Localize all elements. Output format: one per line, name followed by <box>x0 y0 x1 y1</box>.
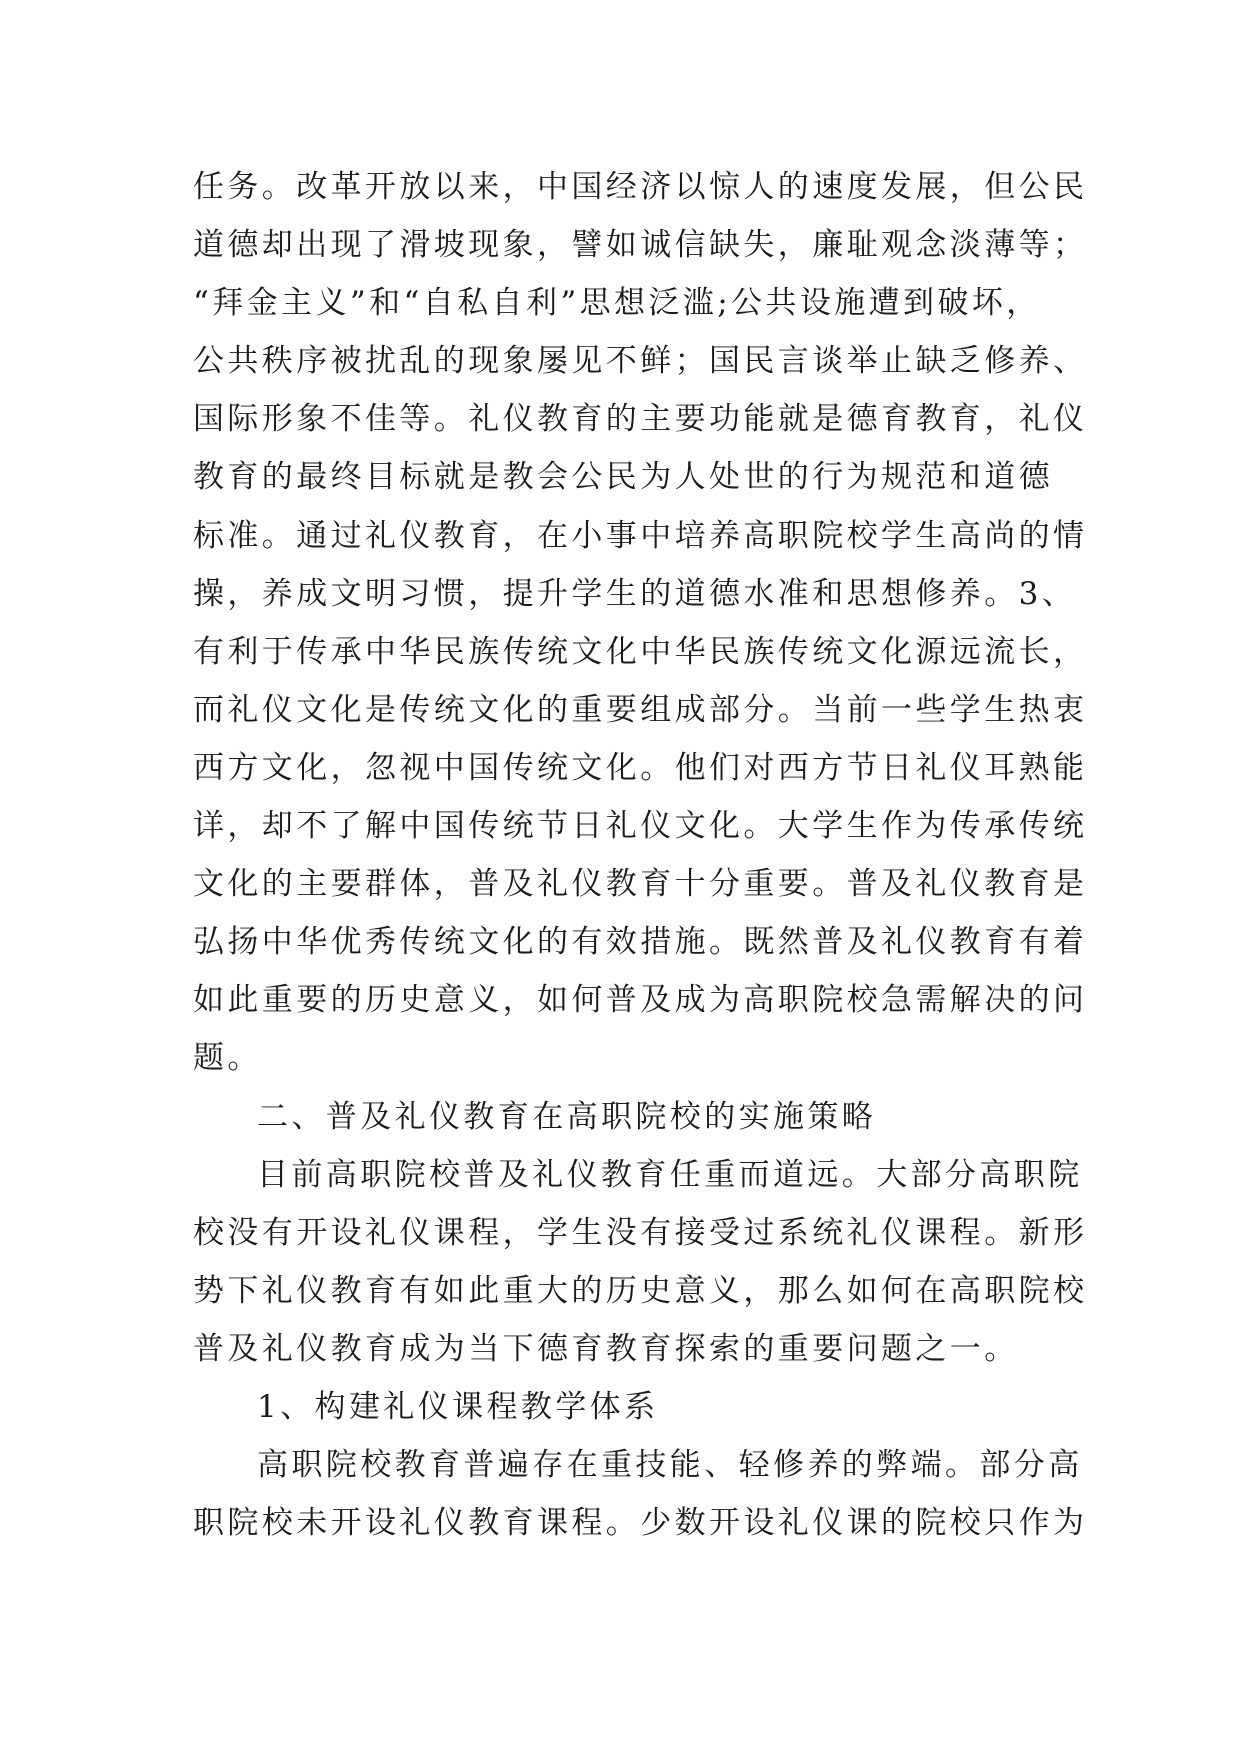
paragraph-line: 目前高职院校普及礼仪教育任重而道远。大部分高职院 <box>257 1156 1083 1193</box>
paragraph-line: 职院校未开设礼仪教育课程。少数开设礼仪课的院校只作为 <box>193 1505 1088 1542</box>
subsection-heading: 1、构建礼仪课程教学体系 <box>257 1388 659 1425</box>
paragraph-line: 道德却出现了滑坡现象，譬如诚信缺失，廉耻观念淡薄等； <box>193 227 1088 264</box>
paragraph-line: “拜金主义”和“自私自利”思想泛滥;公共设施遭到破坏， <box>193 285 1041 322</box>
paragraph-line: 国际形象不佳等。礼仪教育的主要功能就是德育教育，礼仪 <box>193 401 1088 438</box>
paragraph-line: 有利于传承中华民族传统文化中华民族传统文化源远流长， <box>193 633 1088 670</box>
paragraph-line: 弘扬中华优秀传统文化的有效措施。既然普及礼仪教育有着 <box>193 924 1088 961</box>
paragraph-line: 校没有开设礼仪课程，学生没有接受过系统礼仪课程。新形 <box>193 1214 1088 1251</box>
paragraph-line: 教育的最终目标就是教会公民为人处世的行为规范和道德 <box>193 459 1053 496</box>
paragraph-line: 文化的主要群体，普及礼仪教育十分重要。普及礼仪教育是 <box>193 866 1088 903</box>
paragraph-line: 势下礼仪教育有如此重大的历史意义，那么如何在高职院校 <box>193 1272 1088 1309</box>
paragraph-line: 高职院校教育普遍存在重技能、轻修养的弊端。部分高 <box>257 1447 1083 1484</box>
body-text <box>193 158 1088 1552</box>
paragraph-line: 如此重要的历史意义，如何普及成为高职院校急需解决的问 <box>193 982 1088 1019</box>
paragraph-line: 题。 <box>193 1040 262 1077</box>
paragraph-line: 详，却不了解中国传统节日礼仪文化。大学生作为传承传统 <box>193 808 1088 845</box>
paragraph-line: 公共秩序被扰乱的现象屡见不鲜；国民言谈举止缺乏修养、 <box>193 343 1088 380</box>
paragraph-line: 操，养成文明习惯，提升学生的道德水准和思想修养。3、 <box>193 575 1077 612</box>
section-heading: 二、普及礼仪教育在高职院校的实施策略 <box>257 1098 877 1135</box>
paragraph-line: 任务。改革开放以来，中国经济以惊人的速度发展，但公民 <box>193 169 1088 205</box>
paragraph-line: 标准。通过礼仪教育，在小事中培养高职院校学生高尚的情 <box>193 517 1088 554</box>
paragraph-line: 西方文化，忽视中国传统文化。他们对西方节日礼仪耳熟能 <box>193 749 1088 786</box>
paragraph-line: 而礼仪文化是传统文化的重要组成部分。当前一些学生热衷 <box>193 691 1088 728</box>
paragraph-line: 普及礼仪教育成为当下德育教育探索的重要问题之一。 <box>193 1330 1019 1367</box>
